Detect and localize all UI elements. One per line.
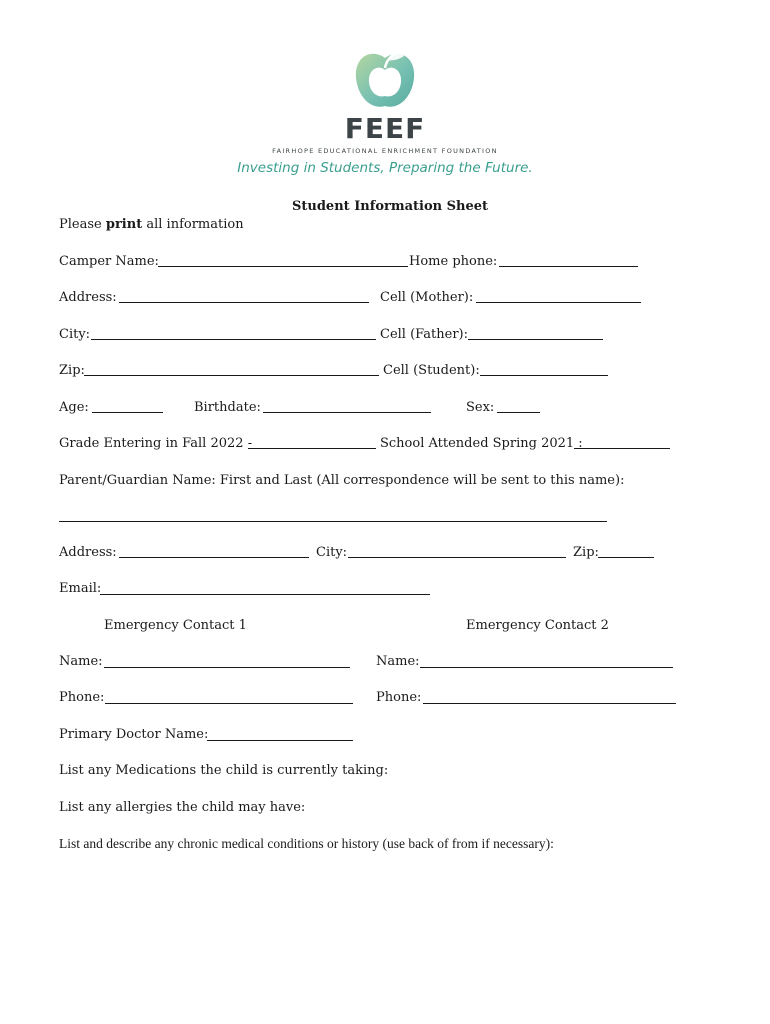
primary-doctor-label: Primary Doctor Name: xyxy=(59,727,209,742)
brand-tagline: Investing in Students, Preparing the Future. xyxy=(237,160,533,176)
emergency-contact-1-heading: Emergency Contact 1 xyxy=(104,618,247,633)
camper-name-label: Camper Name: xyxy=(59,254,159,269)
cell-father-label: Cell (Father): xyxy=(380,327,469,342)
ec1-phone-field[interactable] xyxy=(105,703,353,704)
cell-student-label: Cell (Student): xyxy=(383,363,480,378)
birthdate-label: Birthdate: xyxy=(194,400,261,415)
zip-field[interactable] xyxy=(84,375,379,376)
grade-entering-field[interactable] xyxy=(248,448,376,449)
medications-label: List any Medications the child is currently taking: xyxy=(59,763,389,778)
ec2-phone-field[interactable] xyxy=(423,703,676,704)
brand-full-name: FAIRHOPE EDUCATIONAL ENRICHMENT FOUNDATION xyxy=(272,147,498,155)
parent-city-field[interactable] xyxy=(348,557,566,558)
parent-city-label: City: xyxy=(316,545,348,560)
sex-field[interactable] xyxy=(497,412,540,413)
city-field[interactable] xyxy=(91,339,376,340)
cell-mother-label: Cell (Mother): xyxy=(380,290,474,305)
parent-zip-field[interactable] xyxy=(598,557,654,558)
brand-name: FEEF xyxy=(344,112,426,145)
ec1-name-label: Name: xyxy=(59,654,103,669)
camper-name-field[interactable] xyxy=(158,266,408,267)
age-label: Age: xyxy=(59,400,89,415)
ec2-name-label: Name: xyxy=(376,654,420,669)
parent-guardian-label: Parent/Guardian Name: First and Last (All correspondence will be sent to this name): xyxy=(59,473,625,488)
emergency-contact-2-heading: Emergency Contact 2 xyxy=(466,618,609,633)
email-label: Email: xyxy=(59,581,102,596)
grade-entering-label: Grade Entering in Fall 2022 - xyxy=(59,436,253,451)
school-attended-label: School Attended Spring 2021 : xyxy=(380,436,583,451)
age-field[interactable] xyxy=(92,412,163,413)
ec1-phone-label: Phone: xyxy=(59,690,105,705)
form-title: Student Information Sheet xyxy=(292,199,488,214)
primary-doctor-field[interactable] xyxy=(207,740,353,741)
city-label: City: xyxy=(59,327,91,342)
parent-zip-label: Zip: xyxy=(573,545,599,560)
ec2-name-field[interactable] xyxy=(420,667,673,668)
parent-address-field[interactable] xyxy=(119,557,309,558)
home-phone-label: Home phone: xyxy=(409,254,498,269)
sex-label: Sex: xyxy=(466,400,495,415)
cell-father-field[interactable] xyxy=(468,339,603,340)
address-field[interactable] xyxy=(119,302,369,303)
print-instruction: Please print all information xyxy=(59,217,244,232)
ec2-phone-label: Phone: xyxy=(376,690,422,705)
apple-logo-icon xyxy=(350,44,420,114)
birthdate-field[interactable] xyxy=(263,412,431,413)
home-phone-field[interactable] xyxy=(499,266,638,267)
allergies-label: List any allergies the child may have: xyxy=(59,800,306,815)
zip-label: Zip: xyxy=(59,363,85,378)
ec1-name-field[interactable] xyxy=(104,667,350,668)
parent-address-label: Address: xyxy=(59,545,117,560)
parent-guardian-field[interactable] xyxy=(59,521,607,522)
cell-student-field[interactable] xyxy=(480,375,608,376)
email-field[interactable] xyxy=(100,594,430,595)
chronic-conditions-label: List and describe any chronic medical conditions or history (use back of from if necessary): xyxy=(59,836,554,851)
cell-mother-field[interactable] xyxy=(476,302,641,303)
school-attended-field[interactable] xyxy=(574,448,670,449)
address-label: Address: xyxy=(59,290,117,305)
